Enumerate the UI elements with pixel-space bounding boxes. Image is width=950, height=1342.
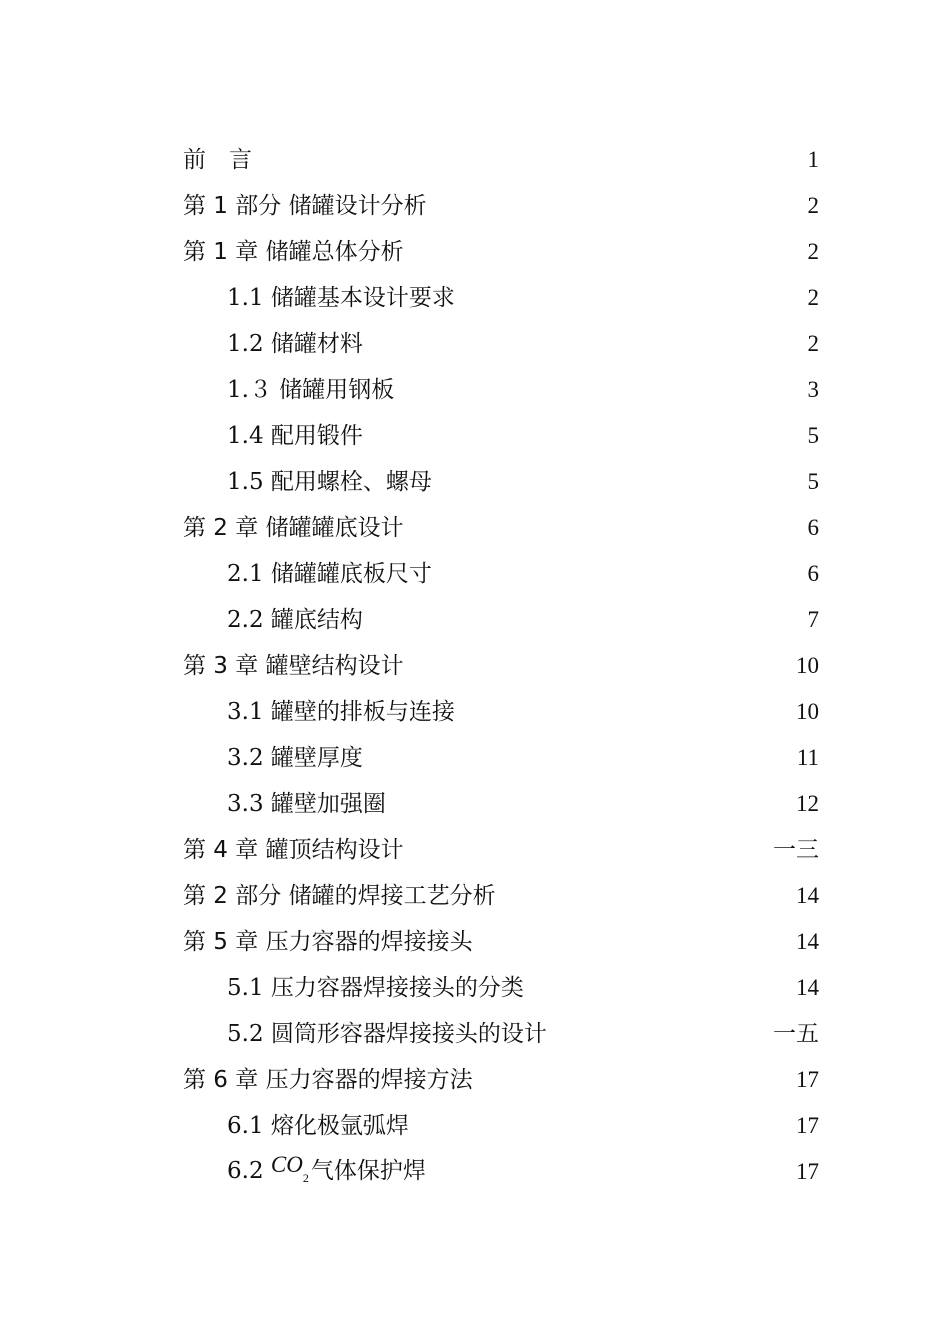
toc-page-number: 2 [807, 239, 819, 264]
toc-page-number: 2 [807, 193, 819, 218]
toc-item-title: 第 2 章 储罐罐底设计 [183, 515, 404, 541]
toc-item-title: 第 1 章 储罐总体分析 [183, 239, 404, 265]
toc-item[interactable] [183, 232, 819, 272]
toc-page-number: 1 [807, 147, 819, 172]
toc-item-title: 1.３ 储罐用钢板 [227, 377, 395, 403]
toc-item[interactable] [183, 784, 819, 824]
toc-page-number: 6 [807, 561, 819, 586]
toc-page-number: 一三 [773, 837, 819, 862]
toc-item-title: 6.1 熔化极氩弧焊 [227, 1113, 409, 1139]
toc-page-number: 10 [796, 653, 819, 678]
toc-item[interactable] [183, 876, 819, 916]
toc-item-title: 5.1 压力容器焊接接头的分类 [227, 975, 524, 1001]
toc-item[interactable] [183, 968, 819, 1008]
toc-page-number: 6 [807, 515, 819, 540]
toc-item-title: 1.1 储罐基本设计要求 [227, 285, 455, 311]
toc-item[interactable] [183, 462, 819, 502]
toc-item[interactable] [183, 508, 819, 548]
toc-item-title: 第 5 章 压力容器的焊接接头 [183, 929, 473, 955]
toc-item[interactable] [183, 554, 819, 594]
toc-page-number: 14 [796, 929, 819, 954]
toc-item[interactable] [183, 1060, 819, 1100]
toc-item-title: 第 6 章 压力容器的焊接方法 [183, 1067, 473, 1093]
toc-page-number: 12 [796, 791, 819, 816]
toc-page-number: 2 [807, 285, 819, 310]
toc-item[interactable] [183, 738, 819, 778]
toc-item-title: 2.1 储罐罐底板尺寸 [227, 561, 432, 587]
toc-item[interactable] [183, 416, 819, 456]
toc-item-title: 第 1 部分 储罐设计分析 [183, 193, 427, 219]
toc-page-number: 一五 [773, 1021, 819, 1046]
toc-item-title: 5.2 圆筒形容器焊接接头的设计 [227, 1021, 547, 1047]
toc-item[interactable] [183, 324, 819, 364]
formula-main: CO [270, 1151, 303, 1177]
formula-subscript: 2 [302, 1170, 309, 1185]
toc-page-number: 2 [807, 331, 819, 356]
toc-item-title: 第 2 部分 储罐的焊接工艺分析 [183, 883, 496, 909]
toc-item[interactable] [183, 646, 819, 686]
toc-item[interactable] [183, 600, 819, 640]
toc-item[interactable] [183, 186, 819, 226]
toc-page-number: 14 [796, 975, 819, 1000]
toc-page-number: 11 [796, 745, 819, 770]
toc-page-number: 17 [796, 1113, 819, 1138]
toc-item[interactable] [183, 692, 819, 732]
toc-item-title [227, 1151, 426, 1194]
toc-item-title: 1.5 配用螺栓、螺母 [227, 469, 432, 495]
toc-item-number: 6.2 [227, 1157, 264, 1184]
toc-item-title: 3.1 罐壁的排板与连接 [227, 699, 455, 725]
toc-item-title: 第 4 章 罐顶结构设计 [183, 837, 404, 863]
toc-item[interactable] [183, 278, 819, 318]
toc-page-number: 7 [807, 607, 819, 632]
toc-page-number: 5 [807, 469, 819, 494]
toc-item-title: 1.4 配用锻件 [227, 423, 363, 449]
toc-item[interactable] [183, 922, 819, 962]
toc-item[interactable] [183, 370, 819, 410]
toc-item-title: 3.3 罐壁加强圈 [227, 791, 386, 817]
toc-item[interactable] [183, 140, 819, 180]
toc-item-title: 3.2 罐壁厚度 [227, 745, 363, 771]
toc-page-number: 14 [796, 883, 819, 908]
toc-page-number: 17 [796, 1159, 819, 1184]
toc-page-number: 5 [807, 423, 819, 448]
toc-item-6-2[interactable] [183, 1152, 819, 1192]
toc-item[interactable] [183, 1106, 819, 1146]
toc-item-title: 1.2 储罐材料 [227, 331, 363, 357]
toc-page-number: 10 [796, 699, 819, 724]
toc-page-number: 17 [796, 1067, 819, 1092]
toc-item-title: 第 3 章 罐壁结构设计 [183, 653, 404, 679]
toc-item-title: 2.2 罐底结构 [227, 607, 363, 633]
toc-item[interactable] [183, 830, 819, 870]
toc-item[interactable] [183, 1014, 819, 1054]
toc-item-title: 前 言 [183, 147, 252, 173]
toc-item-suffix: 气体保护焊 [310, 1157, 426, 1184]
co2-formula [270, 1151, 309, 1185]
toc-page-number: 3 [807, 377, 819, 402]
